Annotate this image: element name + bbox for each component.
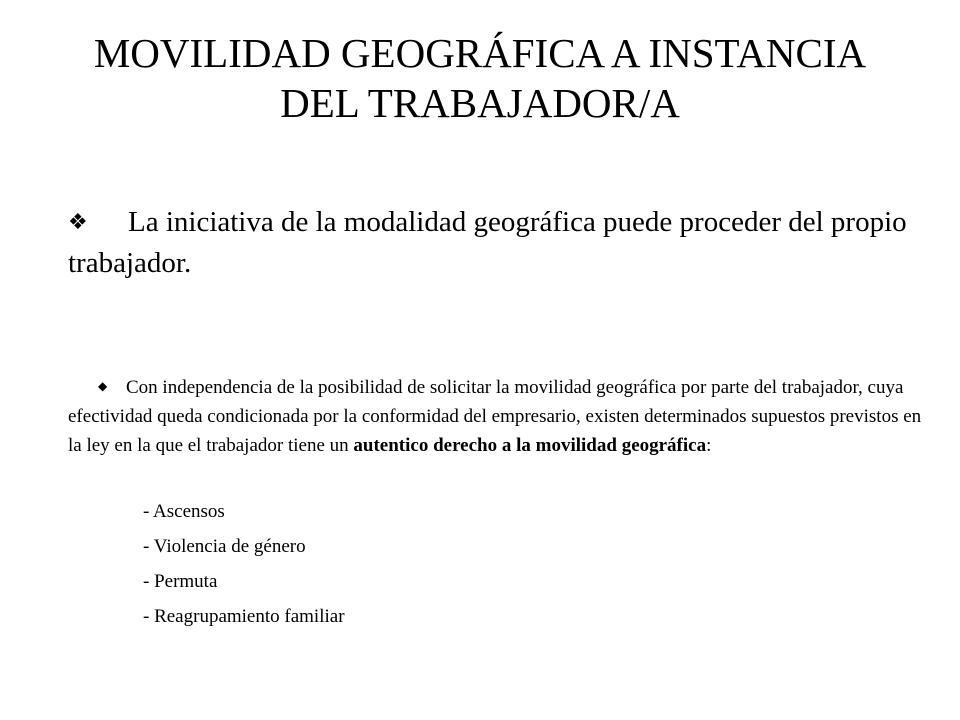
diamond-dots-icon: ❖ bbox=[68, 209, 88, 234]
page-title bbox=[40, 28, 920, 128]
title-line-2: DEL TRABAJADOR/A bbox=[280, 80, 680, 126]
bullet-independence bbox=[68, 372, 928, 460]
bullet-initiative-text: La iniciativa de la modalidad geográfica puede proceder del propio trabajador. bbox=[68, 206, 907, 279]
bullet-independence-trailing: : bbox=[706, 435, 712, 456]
bullet-independence-text: Con independencia de la posibilidad de solicitar la movilidad geográfica por parte del trabajador, cuya efectividad queda condicionada por la conformidad del empresario, existen determinados supuestos previstos en la ley en la que el trabajador tiene un bbox=[68, 377, 922, 456]
list-item: - Permuta bbox=[143, 571, 218, 592]
bullet-initiative bbox=[68, 201, 928, 284]
list-item: - Ascensos bbox=[143, 501, 225, 522]
title-line-1: MOVILIDAD GEOGRÁFICA A INSTANCIA bbox=[93, 30, 867, 76]
list-item: - Violencia de género bbox=[143, 536, 306, 557]
list-item: - Reagrupamiento familiar bbox=[143, 606, 345, 627]
bullet-independence-bold: autentico derecho a la movilidad geográfica bbox=[353, 435, 707, 456]
cases-list bbox=[143, 494, 345, 634]
small-diamond-icon: ◆ bbox=[98, 379, 108, 393]
